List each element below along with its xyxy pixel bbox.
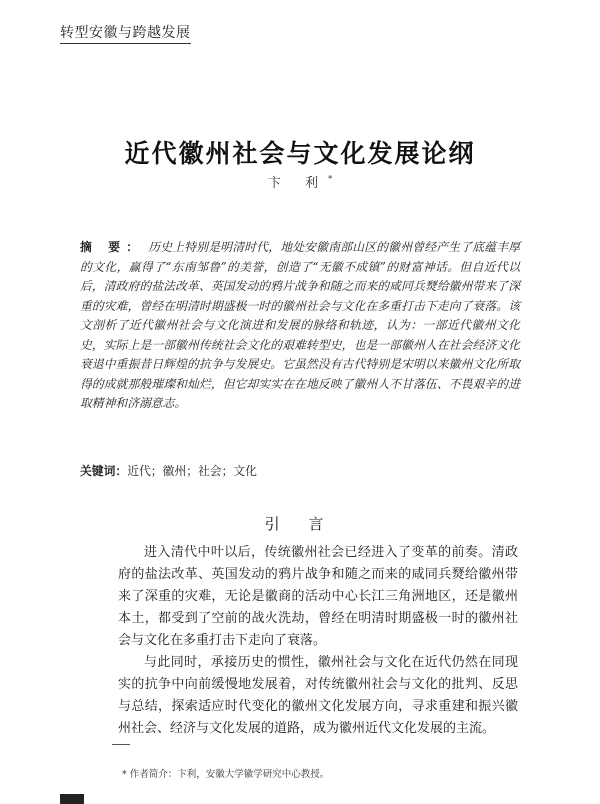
keywords-text: 近代；徽州；社会；文化 <box>127 464 257 478</box>
article-title: 近代徽州社会与文化发展论纲 <box>124 139 476 168</box>
section-heading: 引 言 <box>264 515 336 533</box>
author-footnote-mark: * <box>328 174 333 184</box>
body-paragraph: 进入清代中叶以后，传统徽州社会已经进入了变革的前奏。清政府的盐法改革、英国发动的鸦片战争和随之而来的咸同兵燹给徽州带来了深重的灾难，无论是徽商的活动中心长江三角洲地区，还是徽州本土，都受到了空前的战火洗劫，曾经在明清时期盛极一时的徽州社会与文化在多重打击下走向了衰落。 <box>118 545 518 648</box>
abstract-label: 摘 要： <box>80 240 145 254</box>
keywords <box>80 462 520 480</box>
author-name: 卞 利 <box>267 176 329 191</box>
body-paragraph: 与此同时，承接历史的惯性，徽州社会与文化在近代仍然在同现实的抗争中向前缓慢地发展着，对传统徽州社会与文化的批判、反思与总结，探索适应时代变化的徽州文化发展方向，寻求重建和振兴徽州社会、经济与文化发展的道路，成为徽州近代文化发展的主流。 <box>118 655 518 736</box>
body-text <box>118 542 518 740</box>
abstract-text: 历史上特别是明清时代，地处安徽南部山区的徽州曾经产生了底蕴丰厚的文化，赢得了“东南邹鲁”的美誉，创造了“无徽不成镇”的财富神话。但自近代以后，清政府的盐法改革、英国发动的鸦片战争和随之而来的咸同兵燹给徽州带来了深重的灾难，曾经在明清时期盛极一时的徽州社会与文化在多重打击下走向了衰落。该文剖析了近代徽州社会与文化演进和发展的脉络和轨迹，认为：一部近代徽州文化史，实际上是一部徽州传统社会文化的艰难转型史，也是一部徽州人在社会经济文化衰退中重振昔日辉煌的抗争与发展史。它虽然没有古代特别是宋明以来徽州文化所取得的成就那般璀璨和灿烂，但它却实实在在地反映了徽州人不甘落伍、不畏艰辛的进取精神和济溺意志。 <box>80 240 520 410</box>
running-header: 转型安徽与跨越发展 <box>60 22 191 44</box>
footnote-divider <box>112 744 130 745</box>
page-number-tab <box>60 794 84 804</box>
footnote: * 作者简介：卞利，安徽大学徽学研究中心教授。 <box>122 769 330 780</box>
keywords-label: 关键词： <box>80 464 128 478</box>
author-line <box>0 172 600 191</box>
abstract <box>80 238 520 414</box>
